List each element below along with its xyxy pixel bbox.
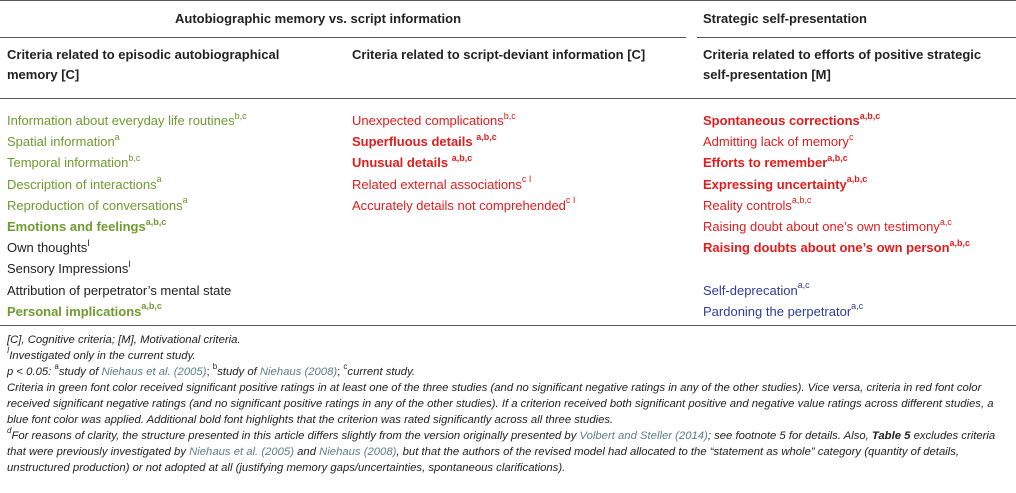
criterion-label: Expressing uncertainty [703,176,847,192]
column-script-deviant [352,110,575,216]
criterion-row [7,152,247,173]
criterion-superscript: a,c [797,280,810,291]
footnote-abbreviations: [C], Cognitive criteria; [M], Motivational criteria. [7,334,241,346]
top-rule [0,0,1016,1]
header-rule [0,98,1016,99]
citation-link[interactable]: Niehaus et al. (2005) [101,366,207,378]
criterion-superscript: a,c [851,301,864,312]
group-rule-left [0,37,686,38]
criterion-row [7,110,247,131]
citation-link[interactable]: Niehaus (2008) [319,446,397,458]
column-header-script-deviant: Criteria related to script-deviant information [C] [352,47,646,62]
criterion-superscript: a,b,c [791,195,812,206]
citation-link[interactable]: Volbert and Steller (2014) [579,430,708,442]
criterion-label: Information about everyday life routines [7,113,235,128]
criterion-label: Spatial information [7,134,115,150]
criterion-row [7,195,247,216]
criterion-superscript: a,c [939,216,952,227]
criterion-superscript: c I [565,195,576,206]
criterion-superscript: a,b,c [859,110,881,121]
column-self-presentation [703,110,970,322]
criterion-label: Sensory Impressions [7,261,129,277]
criterion-label: Superfluous details [352,134,477,150]
criterion-label: Accurately details not comprehended [352,197,566,213]
criterion-row [703,195,970,216]
criterion-label: Unusual details [352,155,452,171]
citation-link[interactable]: Niehaus et al. (2005) [189,446,294,458]
criterion-row [7,216,247,237]
criterion-row [7,258,247,279]
criterion-superscript: c I [521,174,532,185]
criterion-superscript: a,b,c [827,153,848,164]
criterion-label: Admitting lack of memory [703,134,849,150]
criterion-row [7,237,247,258]
criterion-superscript: a,b,c [145,216,167,227]
column-header-self-presentation: Criteria related to efforts of positive strategic self-presentation [M] [703,47,982,82]
criterion-label: Own thoughts [7,240,88,256]
footnote-color-legend: Criteria in green font color received significant positive ratings in at least one of the three studies (and no significant negative ratings in any of the other studies). Vice versa, criteria in red font color received significant negative ratings (and no significant positive ratings in any of the other studies). If a criterion received both significant positive and negative value ratings across different studies, a blue font color was applied. Additional bold font highlights that the criterion was rated significantly across all three studies. [7,382,994,426]
criterion-superscript: I [128,258,131,269]
table-reference: Table 5 [871,430,911,442]
criterion-row [352,195,575,216]
criterion-label: Efforts to remember [703,155,828,171]
criterion-superscript: a,b,c [476,131,497,142]
criterion-row [703,110,970,131]
criterion-label: Spontaneous corrections [703,113,860,128]
citation-link[interactable]: Niehaus (2008) [259,366,338,378]
criterion-superscript: a,b,c [141,301,162,312]
criterion-label: Self-deprecation [703,282,798,298]
criterion-label: Related external associations [352,176,522,192]
criterion-label: Description of interactions [7,176,157,192]
criterion-superscript: I [87,237,90,248]
criterion-row [7,280,247,301]
group-header-autobiographic: Autobiographic memory vs. script information [175,11,462,26]
criterion-row [352,152,575,173]
criterion-label: Temporal information [7,155,129,171]
bottom-rule [0,325,1016,326]
criterion-row [352,110,575,131]
criterion-row [7,131,247,152]
table-footnotes [7,332,1011,476]
criterion-superscript: a [114,131,120,142]
criterion-row [703,174,970,195]
criterion-row [352,131,575,152]
column-header-episodic: Criteria related to episodic autobiographical memory [C] [7,47,280,82]
criterion-superscript: a,b,c [846,174,868,185]
criterion-label: Reality controls [703,197,792,213]
criterion-row [7,174,247,195]
criterion-row [703,258,970,279]
criterion-superscript: b,c [128,153,141,164]
column-episodic [7,110,247,322]
group-header-strategic: Strategic self-presentation [703,11,867,26]
criterion-superscript: b,c [503,110,516,121]
criterion-superscript: a [182,195,188,206]
criterion-row [7,301,247,322]
criterion-label: Emotions and feelings [7,218,146,234]
criterion-row [703,301,970,322]
footnote-structure: $^d$For reasons of clarity, the structure presented in this article differs slightly from the version originally presented by Volbert and Steller (2014); see footnote 5 for details. Also, Table 5 excludes criteria that were previously investigated by Niehaus et al. (2005) and Niehaus (2008), but that the authors of the revised model had allocated to the “statement as whole” category (quantity of details, unstructured production) or not adopted at all (justifying memory gaps/uncertainties, spontaneous clarifications). [7,426,996,474]
criterion-row [703,237,970,258]
group-rule-right [697,37,1016,38]
footnote-current-study: $^I$Investigated only in the current study. [7,346,196,362]
criterion-label: Raising doubt about one’s own testimony [703,218,940,234]
criterion-row [703,152,970,173]
criterion-superscript: b,c [234,110,247,121]
footnote-significance: p < 0.05: $^a$study of Niehaus et al. (2005); $^b$study of Niehaus (2008); $^c$current study. [7,362,416,378]
criterion-row [703,131,970,152]
criterion-label: Unexpected complications [352,113,504,128]
criterion-row [352,174,575,195]
criterion-label: Raising doubts about one’s own person [703,240,950,256]
criterion-row [703,216,970,237]
criterion-superscript: c [848,131,854,142]
criterion-label: Personal implications [7,303,142,319]
criterion-label: Pardoning the perpetrator [703,303,852,319]
criterion-superscript: a [156,174,162,185]
criterion-label: Reproduction of conversations [7,197,183,213]
criterion-superscript: a,b,c [451,153,473,164]
criterion-row [703,280,970,301]
criterion-superscript: a,b,c [949,237,971,248]
criterion-label: Attribution of perpetrator’s mental state [7,282,232,298]
